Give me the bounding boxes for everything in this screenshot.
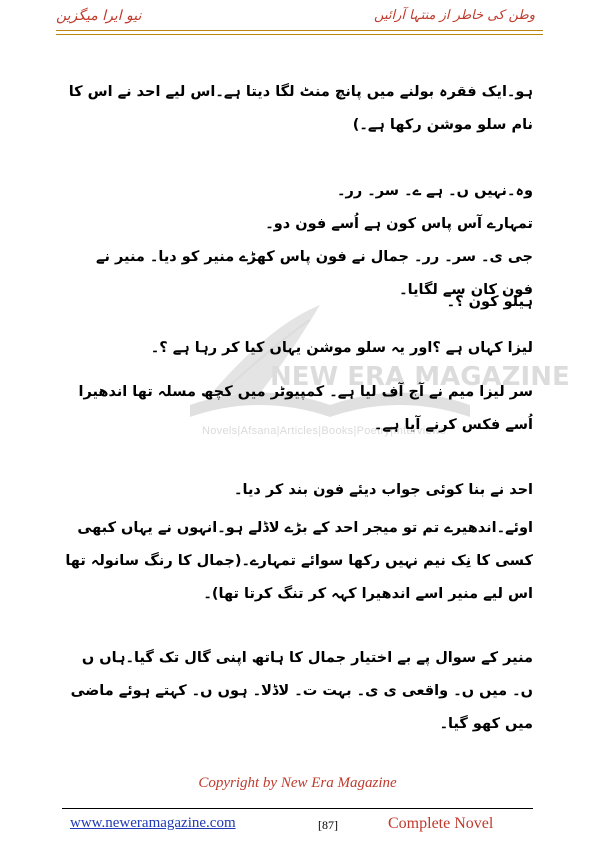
website-link[interactable]: www.neweramagazine.com [70, 815, 236, 831]
paragraph: اوئے۔اندھیرے تم تو میجر احد کے بڑے لاڈلے ہو۔انہوں نے یہاں کبھی کسی کا نِک نیم نہیں رکھا سوائے تمہارے۔(جمال کا رنگ سانولہ تھا اس لیے منیر اسے اندھیرا کہہ کر تنگ کرتا تھا)۔ [65, 520, 533, 602]
copyright-notice: Copyright by New Era Magazine [198, 775, 397, 791]
paragraph: تمہارے آس پاس کون ہے اُسے فون دو۔ [265, 216, 533, 232]
paragraph: منیر کے سوال پے بے اختیار جمال کا ہاتھ اپنی گال تک گیا۔ہاں ں ں۔ میں ں۔ واقعی ی ی۔ بہت ت۔ لاڈلا۔ ہوں ں۔ کہتے ہوئے ماضی میں کھو گیا۔ [70, 650, 533, 732]
paragraph: سر لیزا میم نے آج آف لیا ہے۔ کمپیوٹر میں کچھ مسلہ تھا اندھیرا اُسے فکس کرنے آیا ہے۔ [78, 384, 533, 433]
novel-title: وطن کی خاطر از منتہا آرائیں [374, 8, 535, 23]
footer-rule [62, 808, 533, 809]
paragraph: جی ی۔ سر۔ رر۔ جمال نے فون پاس کھڑے منیر کو دیا۔ منیر نے فون کان سے لگایا۔ [96, 249, 533, 298]
magazine-name: نیو ایرا میگزین [56, 8, 142, 24]
paragraph: وہ۔نہیں ں۔ ہے ے۔ سر۔ رر۔ [337, 183, 533, 199]
complete-novel-label: Complete Novel [388, 815, 494, 832]
watermark-brand: NEW ERA MAGAZINE [270, 362, 570, 392]
header-rule [56, 30, 543, 35]
watermark-tagline: Novels|Afsana|Articles|Books|Poetry|Interviews [202, 425, 446, 437]
paragraph: ہو۔ایک فقرہ بولنے میں پانچ منٹ لگا دیتا ہے۔اس لیے احد نے اس کا نام سلو موشن رکھا ہے۔) [68, 84, 533, 133]
page-header [56, 8, 535, 28]
paragraph: ہیلو کون ؟۔ [446, 294, 533, 310]
page-number: [87] [318, 818, 338, 832]
paragraph: احد نے بنا کوئی جواب دیئے فون بند کر دیا۔ [234, 482, 533, 498]
paragraph: لیزا کہاں ہے ؟اور یہ سلو موشن یہاں کیا کر رہا ہے ؟۔ [150, 340, 533, 356]
